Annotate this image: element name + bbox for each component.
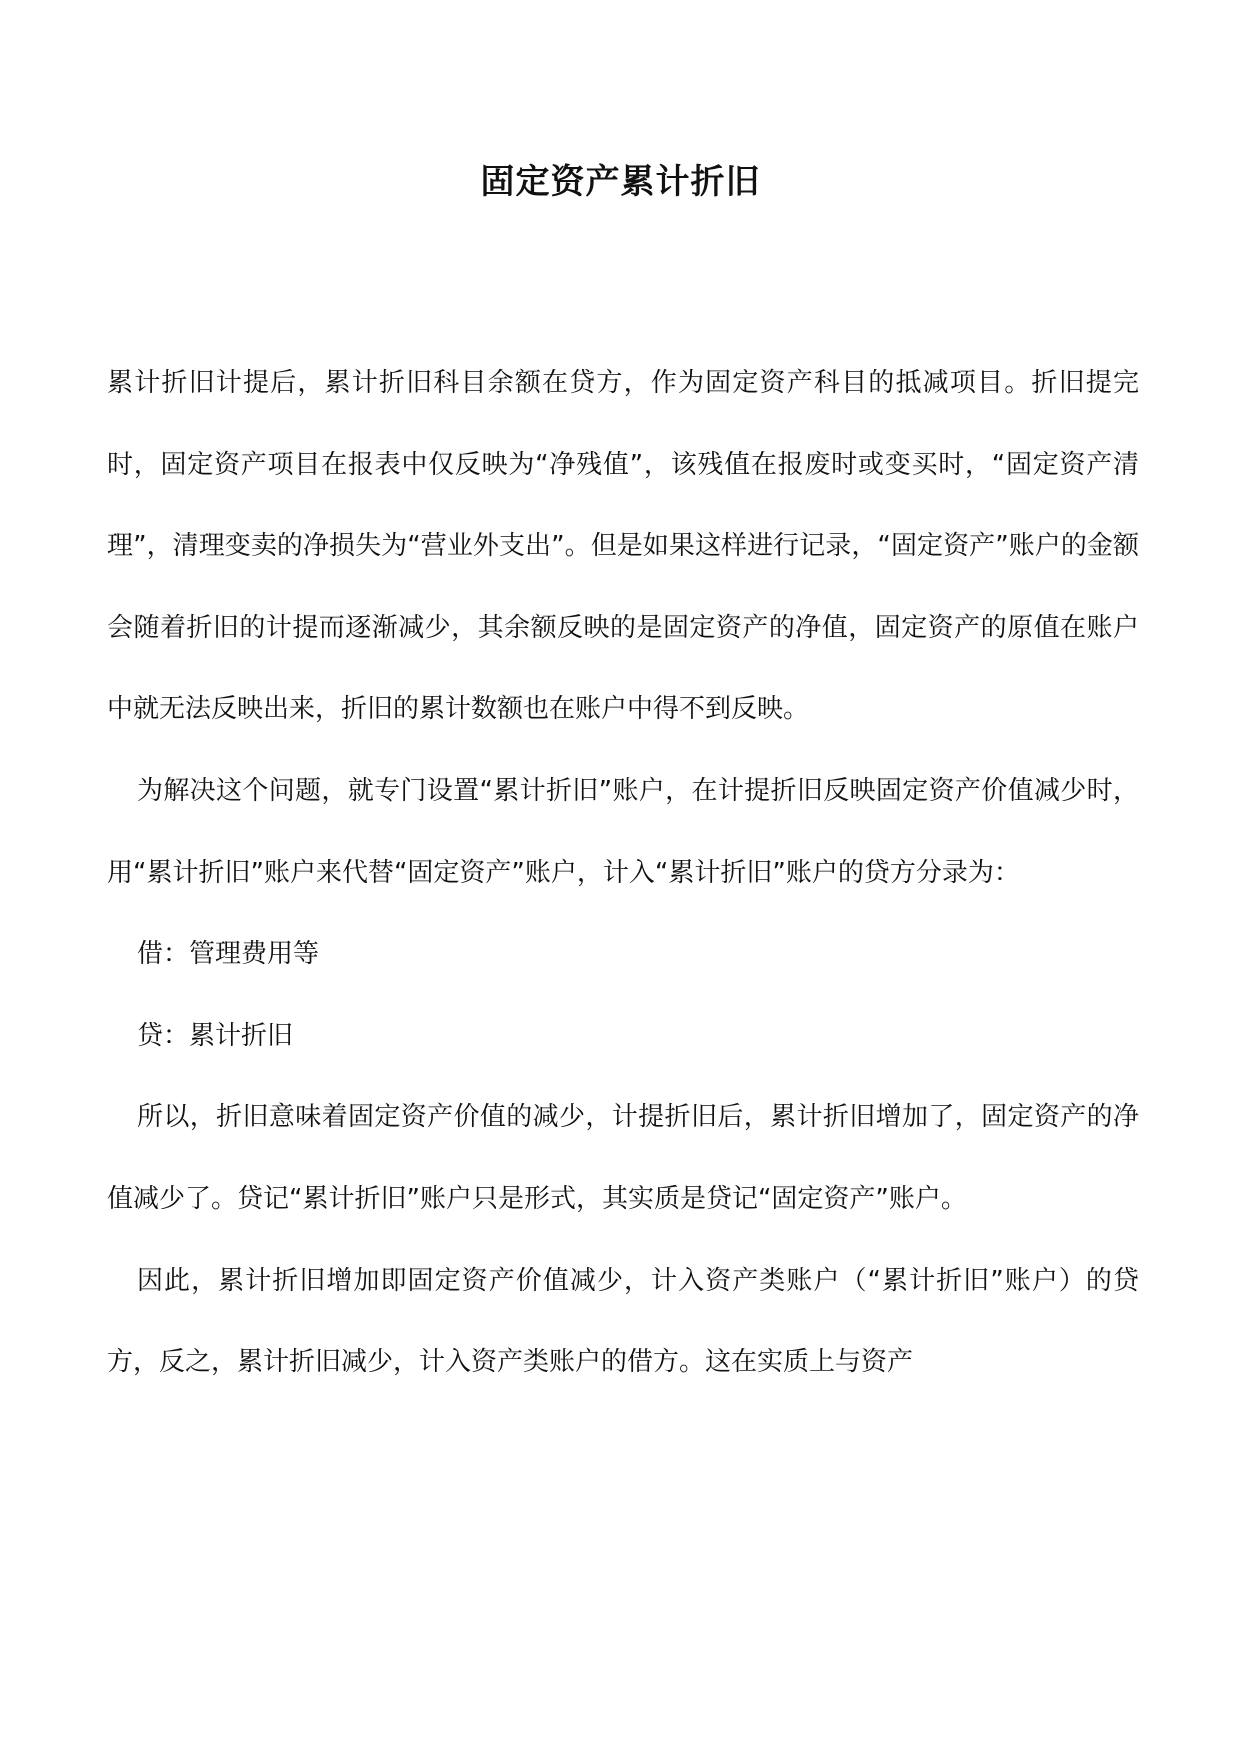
journal-entry-credit: 贷：累计折旧 [137, 1020, 294, 1051]
paragraph-3: 所以，折旧意味着固定资产价值的减少，计提折旧后，累计折旧增加了，固定资产的净值减少了。贷记“累计折旧”账户只是形式，其实质是贷记“固定资产”账户。 [107, 1102, 1139, 1214]
document-body [107, 343, 1139, 1404]
journal-entry-debit: 借：管理费用等 [137, 939, 320, 970]
paragraph-4: 因此，累计折旧增加即固定资产价值减少，计入资产类账户（“累计折旧”账户）的贷方，反之，累计折旧减少，计入资产类账户的借方。这在实质上与资产 [107, 1265, 1139, 1378]
document-title: 固定资产累计折旧 [480, 162, 761, 202]
paragraph-2: 为解决这个问题，就专门设置“累计折旧”账户，在计提折旧反映固定资产价值减少时，用“累计折旧”账户来代替“固定资产”账户，计入“累计折旧”账户的贷方分录为： [107, 775, 1139, 888]
paragraph-1: 累计折旧计提后，累计折旧科目余额在贷方，作为固定资产科目的抵减项目。折旧提完时，固定资产项目在报表中仅反映为“净残值”，该残值在报废时或变买时，“固定资产清理”，清理变卖的净损失为“营业外支出”。但是如果这样进行记录，“固定资产”账户的金额会随着折旧的计提而逐渐减少，其余额反映的是固定资产的净值，固定资产的原值在账户中就无法反映出来，折旧的累计数额也在账户中得不到反映。 [107, 368, 1139, 725]
